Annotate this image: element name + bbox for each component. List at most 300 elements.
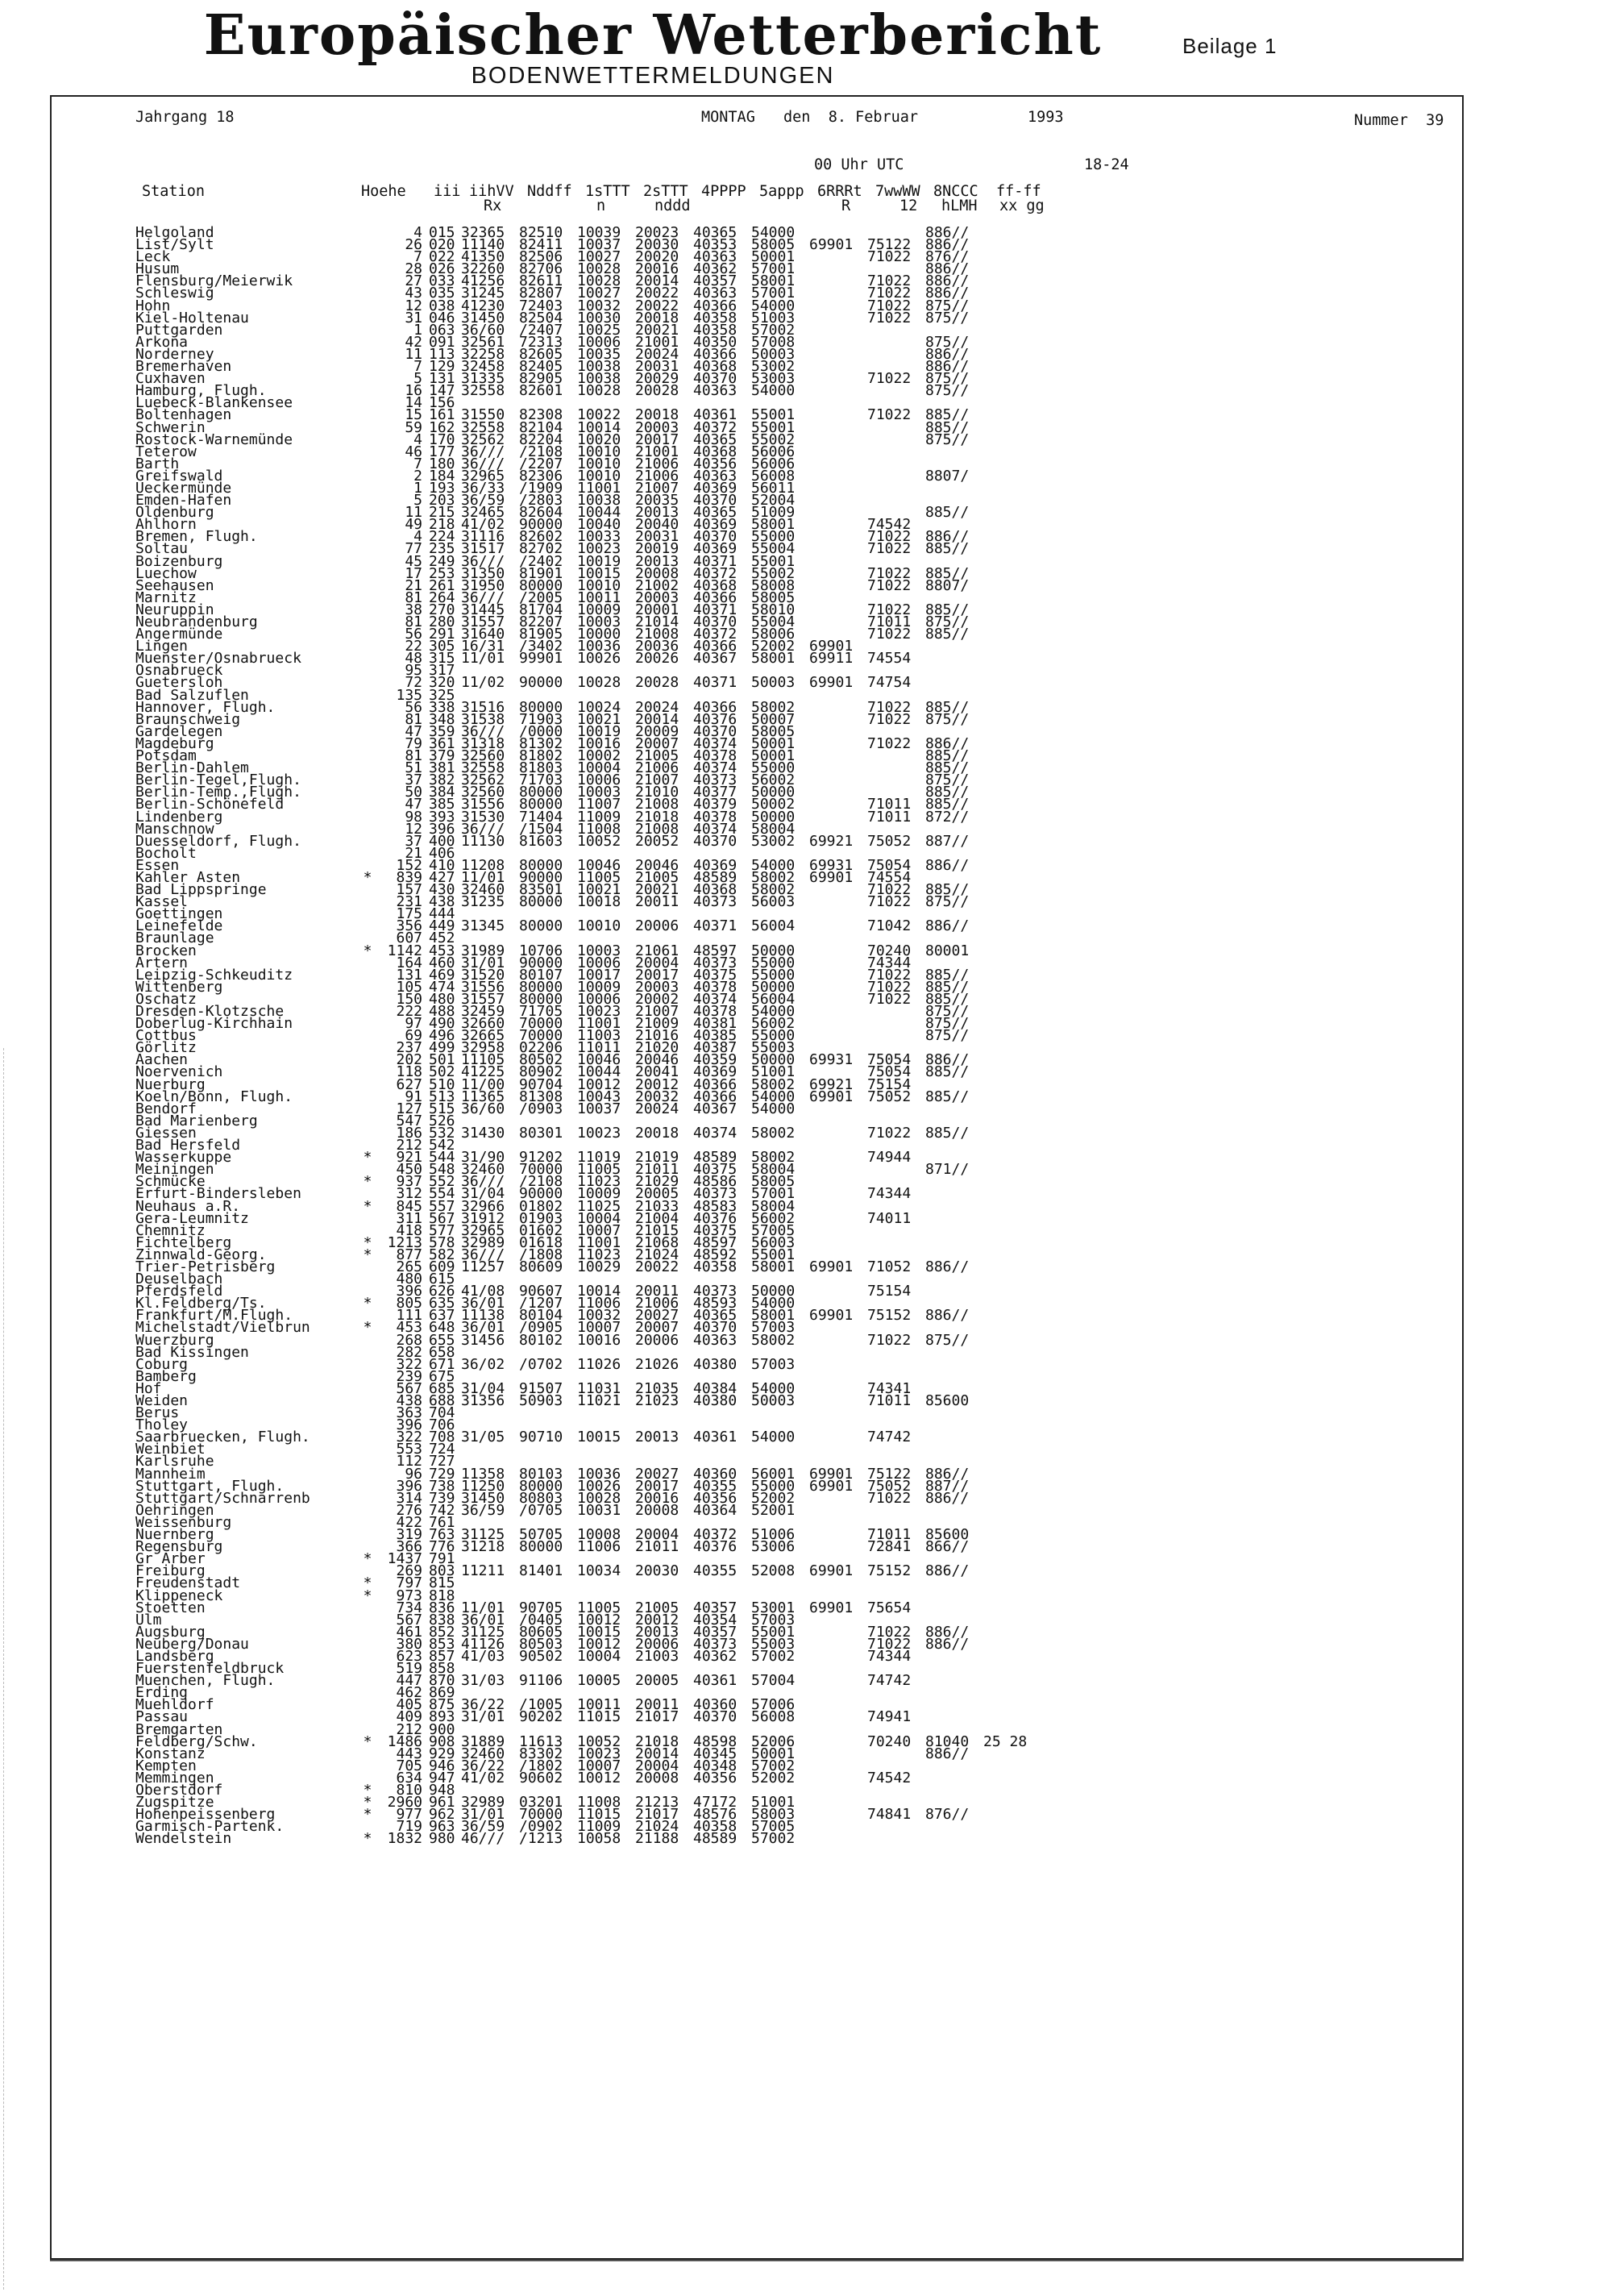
group-ffff [983, 1395, 1041, 1407]
group-ffff [983, 470, 1041, 482]
station-index: 393 [429, 808, 455, 826]
station-height: 69 [405, 1027, 422, 1045]
station-name: Gr Arber [135, 1550, 206, 1568]
station-name: Noervenich [135, 1063, 223, 1081]
group-7wwww: 74742 [867, 1429, 912, 1446]
group-6rrrt [809, 1443, 867, 1455]
group-1sttt: 11001 [577, 1015, 621, 1033]
group-7wwww: 74841 [867, 1806, 912, 1824]
group-ffff [983, 1163, 1041, 1175]
station-height: 212 [396, 1137, 422, 1154]
group-ffff [983, 859, 1041, 871]
bottom-rule [50, 2260, 1464, 2261]
group-6rrrt [809, 385, 867, 397]
group-iihvv: 11365 [461, 1088, 505, 1105]
group-1sttt: 10025 [577, 321, 621, 339]
group-1sttt: 10017 [577, 966, 621, 984]
group-5appp: 50000 [751, 808, 796, 826]
group-1sttt: 10023 [577, 1124, 621, 1142]
col-iii: iii [434, 183, 461, 200]
group-ffff [983, 1455, 1041, 1467]
group-2sttt: 20021 [635, 321, 679, 339]
group-5appp: 53002 [751, 832, 796, 850]
group-7wwww: 70240 [867, 942, 912, 959]
group-2sttt: 21001 [635, 443, 679, 460]
group-5appp: 52002 [751, 1489, 796, 1507]
group-4pppp: 40372 [693, 1526, 737, 1544]
group-1sttt: 10010 [577, 467, 621, 485]
station-height: 396 [396, 1416, 422, 1434]
group-7wwww: 71011 [867, 1526, 912, 1544]
station-height: 11 [405, 504, 422, 522]
station-height: 1142 [387, 942, 422, 959]
group-nddff: 80000 [519, 856, 563, 874]
group-iihvv: 32260 [461, 260, 505, 278]
group-2sttt: 20022 [635, 285, 679, 302]
group-iihvv: 32560 [461, 784, 505, 801]
group-2sttt: 20018 [635, 309, 679, 327]
group-6rrrt [809, 494, 867, 506]
station-index: 320 [429, 674, 455, 692]
group-6rrrt [809, 324, 867, 336]
group-4pppp: 40370 [693, 370, 737, 388]
group-4pppp: 40356 [693, 1489, 737, 1507]
group-ffff [983, 422, 1041, 434]
group-4pppp: 40373 [693, 1635, 737, 1653]
group-ffff [983, 993, 1041, 1005]
group-5appp: 52008 [751, 1562, 796, 1580]
station-name: Stuttgart, Flugh. [135, 1477, 285, 1495]
group-5appp: 54000 [751, 1088, 796, 1105]
group-5appp: 54000 [751, 1379, 796, 1397]
group-8nccc: 887// [925, 1477, 970, 1495]
station-index: 280 [429, 614, 455, 630]
station-name: Puttgarden [135, 321, 223, 339]
mountain-marker [361, 287, 374, 299]
group-5appp: 54000 [751, 1429, 796, 1446]
date-label: den 8. Februar [783, 109, 919, 126]
group-nddff: 70000 [519, 1161, 563, 1179]
group-1sttt: 10024 [577, 698, 621, 716]
station-index: 655 [429, 1331, 455, 1349]
group-nddff: 81905 [519, 626, 563, 643]
group-2sttt: 21006 [635, 1295, 679, 1312]
group-6rrrt [809, 786, 867, 798]
group-iihvv: 31/01 [461, 954, 505, 971]
group-1sttt: 11005 [577, 868, 621, 886]
group-6rrrt [809, 1808, 867, 1820]
group-7wwww [867, 348, 925, 360]
station-name: Angermünde [135, 626, 223, 643]
station-height: 1213 [387, 1233, 422, 1251]
group-ffff [983, 1017, 1041, 1029]
group-8nccc [925, 1602, 983, 1614]
group-6rrrt [809, 1516, 867, 1529]
group-1sttt: 10010 [577, 455, 621, 472]
col-4pppp: 4PPPP [701, 183, 746, 200]
group-6rrrt [809, 1395, 867, 1407]
group-5appp: 58001 [751, 650, 796, 668]
group-5appp: 54000 [751, 856, 796, 874]
group-7wwww: 70240 [867, 1732, 912, 1750]
station-height: 719 [396, 1818, 422, 1836]
group-nddff: /1005 [519, 1696, 563, 1714]
group-1sttt: 10036 [577, 1465, 621, 1483]
group-1sttt: 11015 [577, 1806, 621, 1824]
station-height: 607 [396, 930, 422, 947]
group-iihvv: 36/// [461, 820, 505, 838]
group-1sttt: 10038 [577, 358, 621, 376]
mountain-marker [361, 738, 374, 750]
group-iihvv: 41126 [461, 1635, 505, 1653]
group-8nccc: 875// [925, 614, 970, 630]
group-6rrrt: 69921 [809, 1075, 854, 1093]
station-name: Stuttgart/Schnarrenb [135, 1489, 310, 1507]
station-index: 453 [429, 942, 455, 959]
group-1sttt: 10006 [577, 333, 621, 351]
group-ffff [983, 896, 1041, 908]
group-5appp: 54000 [751, 1003, 796, 1020]
group-nddff: 80103 [519, 1465, 563, 1483]
mountain-marker [361, 811, 374, 823]
group-ffff [983, 1443, 1041, 1455]
mountain-marker [361, 372, 374, 385]
station-index: 193 [429, 479, 455, 497]
station-name: Konstanz [135, 1745, 206, 1762]
group-1sttt: 10004 [577, 1209, 621, 1227]
group-1sttt: 10039 [577, 224, 621, 241]
group-6rrrt [809, 1371, 867, 1383]
station-index: 567 [429, 1209, 455, 1227]
group-5appp: 58002 [751, 1331, 796, 1349]
station-index: 035 [429, 285, 455, 302]
station-index: 609 [429, 1258, 455, 1275]
group-4pppp: 40355 [693, 1477, 737, 1495]
group-ffff [983, 774, 1041, 786]
station-index: 215 [429, 504, 455, 522]
group-4pppp: 40367 [693, 1100, 737, 1117]
mountain-marker [361, 969, 374, 981]
station-name: Hof [135, 1379, 162, 1397]
station-index: 727 [429, 1453, 455, 1470]
station-index: 460 [429, 954, 455, 971]
group-5appp: 58004 [751, 1161, 796, 1179]
group-2sttt: 21018 [635, 1732, 679, 1750]
station-index: 578 [429, 1233, 455, 1251]
group-5appp: 55000 [751, 759, 796, 777]
station-height: 977 [396, 1806, 422, 1824]
group-6rrrt: 69901 [809, 674, 854, 692]
station-height: 81 [405, 589, 422, 606]
group-2sttt: 20024 [635, 1100, 679, 1117]
station-name: Chemnitz [135, 1221, 206, 1239]
mountain-marker [361, 458, 374, 470]
mountain-marker [361, 470, 374, 482]
group-2sttt: 21018 [635, 808, 679, 826]
mountain-marker [361, 1687, 374, 1699]
group-1sttt: 10023 [577, 1003, 621, 1020]
group-2sttt: 20041 [635, 1063, 679, 1081]
group-5appp: 55000 [751, 966, 796, 984]
group-4pppp: 40364 [693, 1501, 737, 1519]
group-4pppp: 40358 [693, 1258, 737, 1275]
group-ffff [983, 884, 1041, 896]
group-5appp: 52006 [751, 1732, 796, 1750]
group-ffff [983, 835, 1041, 847]
group-6rrrt [809, 1358, 867, 1371]
group-1sttt: 10006 [577, 990, 621, 1008]
group-iihvv: 11358 [461, 1465, 505, 1483]
group-7wwww: 72841 [867, 1538, 912, 1556]
group-8nccc: 875// [925, 772, 970, 789]
group-7wwww: 71022 [867, 564, 912, 582]
group-4pppp: 40372 [693, 564, 737, 582]
station-name: Deuselbach [135, 1271, 223, 1288]
group-ffff [983, 580, 1041, 592]
group-2sttt: 20036 [635, 638, 679, 655]
group-2sttt: 21061 [635, 942, 679, 959]
group-2sttt: 20032 [635, 1088, 679, 1105]
group-2sttt: 21002 [635, 576, 679, 594]
group-5appp: 57001 [751, 285, 796, 302]
station-height: 519 [396, 1660, 422, 1678]
group-1sttt: 10043 [577, 1088, 621, 1105]
group-1sttt: 11001 [577, 479, 621, 497]
group-ffff [983, 823, 1041, 835]
group-iihvv: 32365 [461, 224, 505, 241]
group-8nccc [925, 1358, 983, 1371]
station-name: Weissenburg [135, 1513, 232, 1531]
station-index: 474 [429, 978, 455, 996]
table-row [135, 676, 1041, 688]
group-8nccc: 885// [925, 990, 970, 1008]
group-6rrrt [809, 1724, 867, 1736]
group-nddff: 90607 [519, 1283, 563, 1300]
station-name: Boltenhagen [135, 406, 232, 424]
station-index: 113 [429, 345, 455, 363]
group-ffff [983, 1711, 1041, 1723]
group-2sttt: 20006 [635, 1635, 679, 1653]
mountain-marker [361, 726, 374, 738]
group-iihvv: 32958 [461, 1039, 505, 1057]
group-5appp: 55001 [751, 406, 796, 424]
group-iihvv: 32459 [461, 1003, 505, 1020]
group-5appp: 50000 [751, 1283, 796, 1300]
group-4pppp: 40370 [693, 1708, 737, 1726]
group-ffff [983, 1237, 1041, 1249]
group-nddff: /2005 [519, 589, 563, 606]
station-index: 203 [429, 492, 455, 510]
station-name: Trier-Petrisberg [135, 1258, 276, 1275]
table-row [135, 1358, 1041, 1371]
station-name: Cuxhaven [135, 370, 206, 388]
station-name: Hannover, Flugh. [135, 698, 276, 716]
group-7wwww: 71022 [867, 309, 912, 327]
station-height: 21 [405, 844, 422, 862]
group-iihvv: 31556 [461, 796, 505, 813]
group-nddff: 10706 [519, 942, 563, 959]
group-ffff [983, 555, 1041, 568]
group-8nccc [925, 1212, 983, 1225]
group-ffff [983, 324, 1041, 336]
group-1sttt: 10036 [577, 638, 621, 655]
group-8nccc: 885// [925, 564, 970, 582]
group-5appp: 58002 [751, 1149, 796, 1167]
group-5appp: 55001 [751, 1246, 796, 1263]
group-1sttt: 10032 [577, 297, 621, 314]
group-7wwww: 71022 [867, 297, 912, 314]
group-6rrrt [809, 580, 867, 592]
group-8nccc: 85600 [925, 1526, 970, 1544]
group-5appp: 58004 [751, 820, 796, 838]
station-height: 51 [405, 759, 422, 777]
station-name: Fuerstenfeldbruck [135, 1660, 285, 1678]
group-iihvv: 31450 [461, 1489, 505, 1507]
group-nddff: 72403 [519, 297, 563, 314]
group-8nccc: 8807/ [925, 576, 970, 594]
station-name: Husum [135, 260, 180, 278]
station-index: 532 [429, 1124, 455, 1142]
group-ffff [983, 494, 1041, 506]
group-ffff [983, 1419, 1041, 1431]
group-iihvv: 31116 [461, 528, 505, 546]
group-4pppp: 40373 [693, 1185, 737, 1203]
group-7wwww: 74344 [867, 954, 912, 971]
group-4pppp: 40359 [693, 1051, 737, 1069]
station-name: Kempten [135, 1757, 197, 1774]
station-index: 929 [429, 1745, 455, 1762]
group-iihvv: 11130 [461, 832, 505, 850]
group-6rrrt [809, 1334, 867, 1346]
group-7wwww [867, 458, 925, 470]
station-name: Nuerburg [135, 1075, 206, 1093]
group-5appp: 50000 [751, 784, 796, 801]
station-height: 111 [396, 1307, 422, 1325]
group-2sttt: 21033 [635, 1197, 679, 1215]
group-2sttt: 20029 [635, 370, 679, 388]
group-1sttt: 10012 [577, 1611, 621, 1628]
group-1sttt: 11003 [577, 1027, 621, 1045]
group-ffff [983, 360, 1041, 372]
group-6rrrt: 69901 [809, 1088, 854, 1105]
station-height: 79 [405, 734, 422, 752]
group-1sttt: 10003 [577, 784, 621, 801]
station-name: Bremen, Flugh. [135, 528, 258, 546]
group-2sttt: 21008 [635, 626, 679, 643]
group-ffff [983, 336, 1041, 348]
group-5appp: 56003 [751, 893, 796, 911]
station-name: Neuhaus a.R. [135, 1197, 241, 1215]
station-height: 96 [405, 1465, 422, 1483]
station-name: Fichtelberg [135, 1233, 232, 1251]
col-hoehe: Hoehe [361, 183, 406, 200]
group-iihvv: 32258 [461, 345, 505, 363]
station-index: 704 [429, 1404, 455, 1422]
group-ffff [983, 811, 1041, 823]
group-8nccc [925, 1237, 983, 1249]
station-name: Landsberg [135, 1647, 214, 1665]
group-iihvv: 31/90 [461, 1149, 505, 1167]
group-nddff: 81901 [519, 564, 563, 582]
group-iihvv: 31245 [461, 285, 505, 302]
group-nddff: /0000 [519, 722, 563, 740]
station-index: 858 [429, 1660, 455, 1678]
col-hlmh: hLMH [941, 198, 978, 214]
group-5appp: 58004 [751, 1197, 796, 1215]
group-1sttt: 10010 [577, 576, 621, 594]
group-2sttt: 20013 [635, 1429, 679, 1446]
group-2sttt: 20040 [635, 516, 679, 534]
col-2sttt: 2sTTT [643, 183, 688, 200]
group-8nccc: 875// [925, 1015, 970, 1033]
group-2sttt: 20011 [635, 893, 679, 911]
group-6rrrt [809, 945, 867, 957]
group-ffff [983, 1614, 1041, 1626]
group-5appp: 56002 [751, 772, 796, 789]
time-range: 18-24 [1084, 156, 1129, 173]
group-4pppp: 48586 [693, 1173, 737, 1191]
group-5appp: 57005 [751, 1221, 796, 1239]
station-name: Norderney [135, 345, 214, 363]
mountain-marker: * [363, 1732, 372, 1750]
station-index: 427 [429, 868, 455, 886]
group-8nccc: 887// [925, 832, 970, 850]
group-nddff: 70000 [519, 1015, 563, 1033]
group-4pppp: 40370 [693, 1319, 737, 1337]
group-iihvv: 31/03 [461, 1672, 505, 1690]
group-nddff: /3402 [519, 638, 563, 655]
group-iihvv: 36/// [461, 1173, 505, 1191]
station-index: 379 [429, 747, 455, 765]
group-iihvv: 31345 [461, 917, 505, 935]
group-nddff: 82308 [519, 406, 563, 424]
group-nddff: 82706 [519, 260, 563, 278]
group-6rrrt [809, 1638, 867, 1650]
mountain-marker: * [363, 1197, 372, 1215]
group-6rrrt: 69921 [809, 832, 854, 850]
group-nddff: /1808 [519, 1246, 563, 1263]
group-iihvv: 31456 [461, 1331, 505, 1349]
station-index: 980 [429, 1830, 455, 1848]
group-1sttt: 10011 [577, 1696, 621, 1714]
group-6rrrt [809, 568, 867, 580]
group-iihvv: 11208 [461, 856, 505, 874]
group-1sttt: 10026 [577, 1477, 621, 1495]
mountain-marker [361, 1760, 374, 1772]
station-name: Neuberg/Donau [135, 1635, 249, 1653]
group-2sttt: 20003 [635, 589, 679, 606]
mountain-marker: * [363, 1794, 372, 1811]
station-height: 98 [405, 808, 422, 826]
group-1sttt: 10009 [577, 601, 621, 618]
group-iihvv: 31/01 [461, 1708, 505, 1726]
group-6rrrt: 69931 [809, 856, 854, 874]
group-ffff [983, 1565, 1041, 1577]
mountain-marker [361, 604, 374, 616]
station-name: Muehldorf [135, 1696, 214, 1714]
group-2sttt: 20007 [635, 1319, 679, 1337]
group-5appp: 56001 [751, 1465, 796, 1483]
station-height: 973 [396, 1587, 422, 1604]
group-5appp: 50001 [751, 1745, 796, 1762]
station-name: Bad Hersfeld [135, 1137, 241, 1154]
group-8nccc: 886// [925, 236, 970, 254]
station-height: 265 [396, 1258, 422, 1275]
group-1sttt: 10008 [577, 1526, 621, 1544]
station-height: 157 [396, 881, 422, 899]
mountain-marker [361, 360, 374, 372]
group-1sttt: 10014 [577, 1283, 621, 1300]
